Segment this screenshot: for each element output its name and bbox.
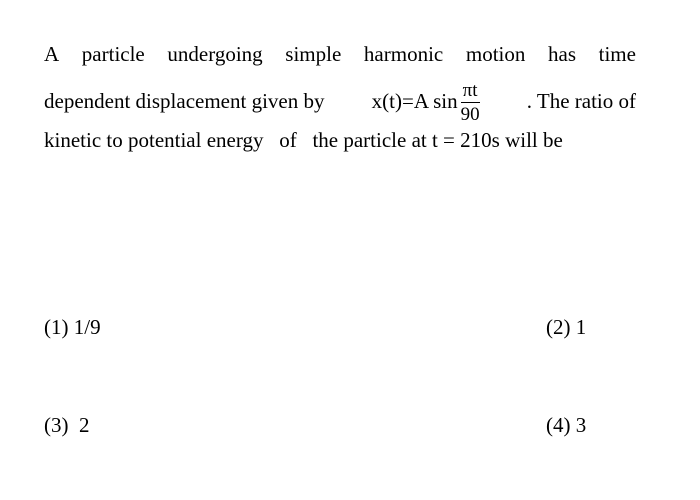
line2-text-after: . The ratio of [526, 89, 636, 113]
fraction-denominator: 90 [460, 104, 480, 125]
word: simple [285, 42, 342, 66]
word: harmonic [363, 42, 444, 66]
fraction-numerator: πt [462, 80, 478, 101]
word: undergoing [167, 42, 263, 66]
answer-options [44, 0, 590, 500]
question-line-3: kinetic to potential energy of the particle at t = 210s will be [44, 128, 563, 152]
option-2[interactable]: (2) 1 [546, 315, 587, 339]
word: A [44, 42, 60, 66]
word: time [598, 42, 636, 66]
line2-text-before: dependent displacement given by [44, 89, 325, 113]
word: particle [81, 42, 145, 66]
option-1[interactable]: (1) 1/9 [44, 315, 101, 339]
word: has [548, 42, 576, 66]
option-3[interactable]: (3) 2 [44, 413, 90, 437]
option-4[interactable]: (4) 3 [546, 413, 587, 437]
word: motion [465, 42, 526, 66]
formula-main: x(t)=A sin [371, 89, 458, 113]
